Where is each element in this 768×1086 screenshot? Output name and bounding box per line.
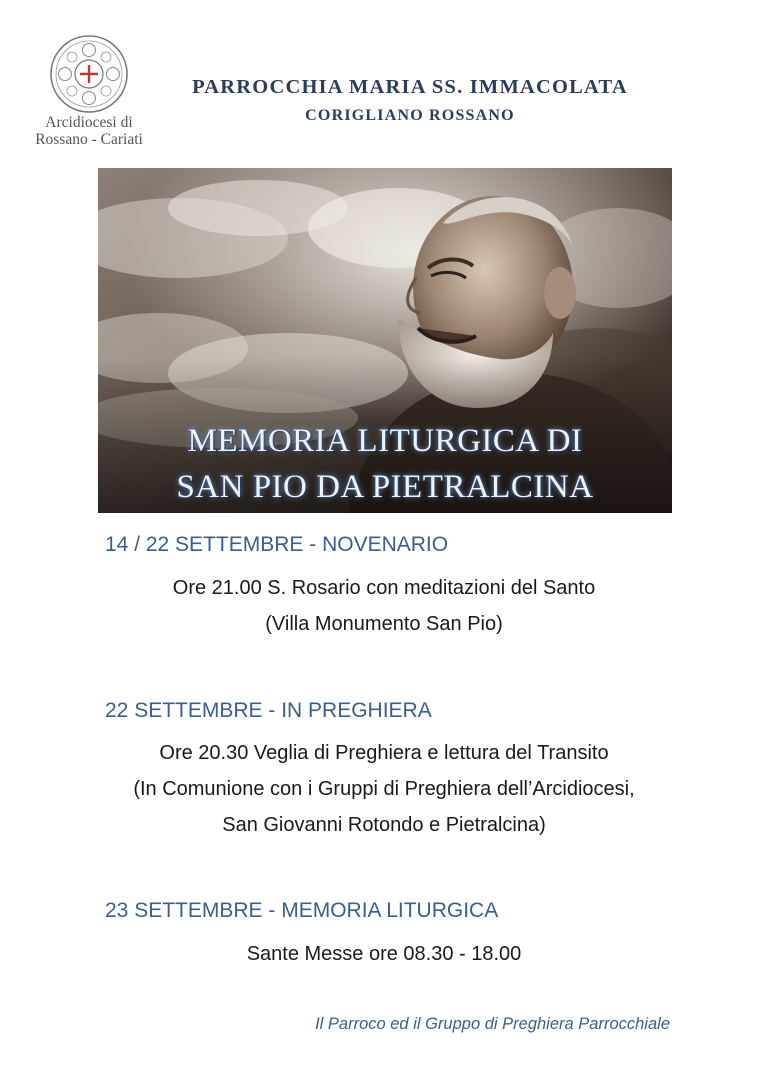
logo-text-line1: Arcidiocesi di [45,114,133,131]
section-line: Sante Messe ore 08.30 - 18.00 [246,943,522,965]
banner-title-line2: SAN PIO DA PIETRALCINA [176,469,594,505]
parish-name: PARROCCHIA MARIA SS. IMMACOLATA [192,76,628,98]
logo-text-line2: Rossano - Cariati [35,131,143,148]
diocese-seal-icon [49,34,129,114]
section-heading-memoria-liturgica: 23 SETTEMBRE - MEMORIA LITURGICA [105,899,499,922]
section-line: (Villa Monumento San Pio) [265,613,503,635]
parish-city: CORIGLIANO ROSSANO [305,107,515,124]
banner-image [98,168,672,513]
section-line: San Giovanni Rotondo e Pietralcina) [222,814,546,836]
section-line: (In Comunione con i Gruppi di Preghiera dell’Arcidiocesi, [133,778,635,800]
section-line: Ore 20.30 Veglia di Preghiera e lettura del Transito [159,742,609,764]
signature: Il Parroco ed il Gruppo di Preghiera Parrocchiale [315,1015,670,1033]
section-heading-in-preghiera: 22 SETTEMBRE - IN PREGHIERA [105,699,432,722]
section-line: Ore 21.00 S. Rosario con meditazioni del Santo [172,577,596,599]
padre-pio-portrait-icon [98,168,672,513]
section-heading-novenario: 14 / 22 SETTEMBRE - NOVENARIO [105,533,449,556]
diocese-logo [14,34,164,148]
banner-title-line1: MEMORIA LITURGICA DI [187,423,583,459]
